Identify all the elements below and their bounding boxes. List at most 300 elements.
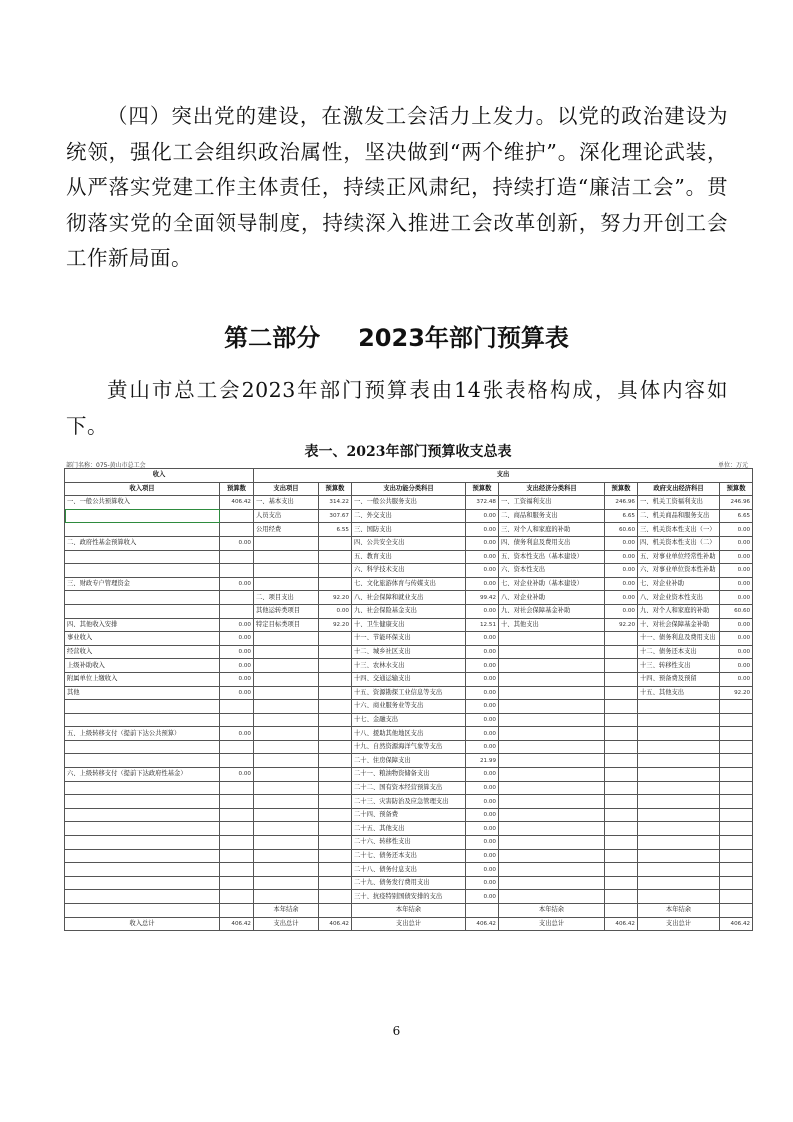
amount-cell	[720, 781, 753, 795]
column-header: 预算数	[319, 482, 352, 496]
amount-cell	[720, 768, 753, 782]
amount-cell	[319, 713, 352, 727]
amount-cell: 0.00	[466, 876, 499, 890]
income-group-header: 收入	[65, 469, 254, 483]
item-cell: 三、财政专户管理资金	[65, 577, 220, 591]
item-cell	[499, 754, 605, 768]
amount-cell	[605, 686, 638, 700]
amount-cell	[605, 822, 638, 836]
amount-cell: 92.20	[319, 618, 352, 632]
item-cell	[254, 876, 319, 890]
item-cell	[65, 781, 220, 795]
item-cell	[254, 577, 319, 591]
amount-cell: 406.42	[220, 917, 254, 931]
amount-cell	[605, 672, 638, 686]
item-cell	[254, 781, 319, 795]
amount-cell: 0.00	[220, 768, 254, 782]
amount-cell	[605, 700, 638, 714]
item-cell	[499, 795, 605, 809]
amount-cell	[605, 754, 638, 768]
amount-cell	[220, 564, 254, 578]
amount-cell: 6.55	[319, 523, 352, 537]
table-row	[65, 808, 753, 822]
item-cell	[254, 564, 319, 578]
item-cell	[65, 740, 220, 754]
item-cell: 一、基本支出	[254, 496, 319, 510]
table-unit: 单位：万元	[717, 462, 748, 469]
item-cell	[65, 863, 220, 877]
amount-cell	[605, 808, 638, 822]
item-cell	[638, 822, 720, 836]
amount-cell: 0.00	[720, 577, 753, 591]
table-row	[65, 591, 753, 605]
amount-cell	[220, 876, 254, 890]
item-cell	[499, 876, 605, 890]
item-cell	[254, 754, 319, 768]
amount-cell: 60.60	[720, 604, 753, 618]
item-cell: 八、对企业补助	[499, 591, 605, 605]
item-cell	[254, 659, 319, 673]
item-cell: 支出总计	[254, 917, 319, 931]
table-row	[65, 604, 753, 618]
column-header: 预算数	[720, 482, 753, 496]
item-cell	[638, 727, 720, 741]
amount-cell: 99.42	[466, 591, 499, 605]
amount-cell: 0.00	[720, 618, 753, 632]
item-cell	[65, 604, 220, 618]
item-cell: 二十三、灾害防治及应急管理支出	[352, 795, 466, 809]
amount-cell: 246.96	[720, 496, 753, 510]
item-cell: 十四、预备费及预留	[638, 672, 720, 686]
item-cell: 十三、农林水支出	[352, 659, 466, 673]
item-cell	[254, 822, 319, 836]
amount-cell	[220, 740, 254, 754]
amount-cell	[720, 727, 753, 741]
item-cell: 二、外交支出	[352, 509, 466, 523]
item-cell	[65, 904, 220, 918]
amount-cell: 0.00	[466, 686, 499, 700]
item-cell: 特定目标类项目	[254, 618, 319, 632]
item-cell: 本年结余	[254, 904, 319, 918]
amount-cell	[319, 754, 352, 768]
item-cell	[499, 740, 605, 754]
item-cell	[499, 849, 605, 863]
item-cell	[638, 781, 720, 795]
item-cell	[254, 740, 319, 754]
item-cell	[638, 808, 720, 822]
item-cell: 十一、债务利息及费用支出	[638, 632, 720, 646]
amount-cell: 0.00	[720, 672, 753, 686]
item-cell	[499, 808, 605, 822]
item-cell	[254, 645, 319, 659]
amount-cell	[319, 863, 352, 877]
item-cell: 二十、住房保障支出	[352, 754, 466, 768]
item-cell	[499, 659, 605, 673]
item-cell	[254, 808, 319, 822]
amount-cell	[319, 632, 352, 646]
item-cell	[638, 768, 720, 782]
item-cell	[65, 713, 220, 727]
table-row	[65, 727, 753, 741]
item-cell	[499, 727, 605, 741]
amount-cell: 406.42	[720, 917, 753, 931]
item-cell: 十五、资源勘探工业信息等支出	[352, 686, 466, 700]
amount-cell	[220, 836, 254, 850]
item-cell	[499, 645, 605, 659]
item-cell: 九、社会保险基金支出	[352, 604, 466, 618]
amount-cell	[220, 713, 254, 727]
table-row	[65, 849, 753, 863]
column-header: 预算数	[466, 482, 499, 496]
table-row	[65, 795, 753, 809]
amount-cell	[220, 795, 254, 809]
item-cell: 三十、抗疫特别国债安排的支出	[352, 890, 466, 904]
item-cell	[65, 700, 220, 714]
table-dept: 部门名称：075-黄山市总工会	[66, 462, 146, 469]
column-header: 政府支出经济科目	[638, 482, 720, 496]
table-group-header-row	[65, 469, 753, 483]
amount-cell	[605, 849, 638, 863]
paragraph-table-intro: 黄山市总工会2023年部门预算表由14张表格构成，具体内容如下。	[66, 378, 728, 438]
table-row	[65, 672, 753, 686]
amount-cell: 0.00	[466, 550, 499, 564]
item-cell	[499, 781, 605, 795]
amount-cell	[319, 795, 352, 809]
item-cell: 八、社会保障和就业支出	[352, 591, 466, 605]
amount-cell: 0.00	[466, 536, 499, 550]
item-cell: 二十四、预备费	[352, 808, 466, 822]
item-cell: 六、资本性支出	[499, 564, 605, 578]
item-cell	[638, 876, 720, 890]
table-row	[65, 564, 753, 578]
amount-cell	[720, 740, 753, 754]
amount-cell	[720, 795, 753, 809]
table-row	[65, 659, 753, 673]
amount-cell: 92.20	[720, 686, 753, 700]
amount-cell: 0.00	[466, 836, 499, 850]
amount-cell	[319, 727, 352, 741]
item-cell	[499, 686, 605, 700]
amount-cell: 92.20	[319, 591, 352, 605]
amount-cell: 0.00	[466, 727, 499, 741]
item-cell: 本年结余	[352, 904, 466, 918]
amount-cell: 372.48	[466, 496, 499, 510]
amount-cell	[319, 564, 352, 578]
amount-cell	[605, 632, 638, 646]
table-row	[65, 700, 753, 714]
amount-cell	[720, 904, 753, 918]
amount-cell	[720, 876, 753, 890]
amount-cell: 0.00	[605, 577, 638, 591]
item-cell: 十二、城乡社区支出	[352, 645, 466, 659]
table-title: 表一、2023年部门预算收支总表	[304, 444, 512, 460]
amount-cell	[605, 836, 638, 850]
table-row	[65, 768, 753, 782]
page-number: 6	[392, 1024, 401, 1038]
item-cell: 上级补助收入	[65, 659, 220, 673]
amount-cell: 0.00	[466, 863, 499, 877]
item-cell	[254, 849, 319, 863]
item-cell	[254, 686, 319, 700]
amount-cell: 0.00	[720, 523, 753, 537]
amount-cell: 0.00	[466, 577, 499, 591]
table-row	[65, 863, 753, 877]
item-cell	[65, 754, 220, 768]
item-cell	[65, 795, 220, 809]
amount-cell	[220, 781, 254, 795]
amount-cell	[220, 550, 254, 564]
amount-cell: 0.00	[466, 822, 499, 836]
item-cell: 一、工资福利支出	[499, 496, 605, 510]
item-cell	[65, 564, 220, 578]
amount-cell: 0.00	[720, 536, 753, 550]
item-cell: 三、国防支出	[352, 523, 466, 537]
item-cell: 四、其他收入安排	[65, 618, 220, 632]
expense-group-header: 支出	[254, 469, 753, 483]
item-cell: 二十九、债务发行费用支出	[352, 876, 466, 890]
amount-cell: 0.00	[720, 550, 753, 564]
amount-cell: 0.00	[720, 591, 753, 605]
amount-cell: 0.00	[466, 768, 499, 782]
item-cell: 十、其他支出	[499, 618, 605, 632]
table-column-header-row	[65, 482, 753, 496]
amount-cell	[220, 604, 254, 618]
item-cell: 四、公共安全支出	[352, 536, 466, 550]
item-cell: 六、上级转移支付（提前下达政府性基金）	[65, 768, 220, 782]
item-cell: 三、机关资本性支出（一）	[638, 523, 720, 537]
amount-cell: 0.00	[466, 659, 499, 673]
item-cell	[638, 795, 720, 809]
item-cell: 九、对个人和家庭的补助	[638, 604, 720, 618]
item-cell	[254, 536, 319, 550]
amount-cell: 0.00	[220, 632, 254, 646]
amount-cell: 0.00	[720, 632, 753, 646]
item-cell	[65, 890, 220, 904]
amount-cell: 60.60	[605, 523, 638, 537]
amount-cell	[220, 904, 254, 918]
amount-cell	[720, 713, 753, 727]
item-cell	[638, 700, 720, 714]
table-row	[65, 550, 753, 564]
amount-cell	[319, 768, 352, 782]
heading-rest: 年部门预算表	[424, 324, 569, 352]
amount-cell: 0.00	[605, 591, 638, 605]
amount-cell: 0.00	[220, 618, 254, 632]
item-cell	[254, 768, 319, 782]
item-cell	[499, 700, 605, 714]
item-cell: 公用经费	[254, 523, 319, 537]
amount-cell	[720, 836, 753, 850]
item-cell: 四、机关资本性支出（二）	[638, 536, 720, 550]
item-cell: 十五、其他支出	[638, 686, 720, 700]
amount-cell	[319, 550, 352, 564]
item-cell: 支出总计	[638, 917, 720, 931]
item-cell	[499, 672, 605, 686]
item-cell	[65, 509, 220, 523]
amount-cell: 0.00	[466, 564, 499, 578]
amount-cell: 0.00	[220, 645, 254, 659]
amount-cell	[605, 727, 638, 741]
item-cell	[65, 523, 220, 537]
item-cell: 一、机关工资福利支出	[638, 496, 720, 510]
amount-cell	[220, 523, 254, 537]
amount-cell: 0.00	[466, 781, 499, 795]
item-cell: 事业收入	[65, 632, 220, 646]
table-row	[65, 740, 753, 754]
item-cell: 七、对企业补助	[638, 577, 720, 591]
amount-cell: 314.22	[319, 496, 352, 510]
item-cell	[638, 740, 720, 754]
table-row	[65, 496, 753, 510]
item-cell	[65, 808, 220, 822]
amount-cell	[319, 659, 352, 673]
amount-cell	[319, 890, 352, 904]
amount-cell	[319, 672, 352, 686]
amount-cell	[605, 768, 638, 782]
item-cell	[638, 754, 720, 768]
amount-cell: 0.00	[605, 550, 638, 564]
amount-cell	[720, 700, 753, 714]
amount-cell: 21.99	[466, 754, 499, 768]
item-cell	[65, 550, 220, 564]
item-cell: 十三、转移性支出	[638, 659, 720, 673]
amount-cell	[605, 863, 638, 877]
amount-cell	[720, 863, 753, 877]
amount-cell	[319, 836, 352, 850]
item-cell	[65, 836, 220, 850]
amount-cell	[319, 740, 352, 754]
amount-cell: 0.00	[466, 645, 499, 659]
item-cell: 人员支出	[254, 509, 319, 523]
column-header: 预算数	[605, 482, 638, 496]
item-cell: 经营收入	[65, 645, 220, 659]
amount-cell	[319, 822, 352, 836]
amount-cell: 0.00	[466, 740, 499, 754]
amount-cell: 0.00	[466, 713, 499, 727]
amount-cell: 92.20	[605, 618, 638, 632]
item-cell: 本年结余	[499, 904, 605, 918]
item-cell: 二、政府性基金预算收入	[65, 536, 220, 550]
amount-cell	[605, 781, 638, 795]
table-row	[65, 523, 753, 537]
amount-cell: 0.00	[319, 604, 352, 618]
amount-cell: 12.51	[466, 618, 499, 632]
item-cell: 二十七、债务还本支出	[352, 849, 466, 863]
column-header: 支出项目	[254, 482, 319, 496]
amount-cell	[220, 700, 254, 714]
amount-cell: 6.65	[720, 509, 753, 523]
amount-cell: 406.42	[605, 917, 638, 931]
item-cell	[254, 700, 319, 714]
item-cell: 二十八、债务付息支出	[352, 863, 466, 877]
column-header: 预算数	[220, 482, 254, 496]
item-cell	[499, 836, 605, 850]
item-cell	[638, 836, 720, 850]
item-cell	[499, 822, 605, 836]
table-row	[65, 618, 753, 632]
item-cell: 五、教育支出	[352, 550, 466, 564]
column-header: 收入项目	[65, 482, 220, 496]
amount-cell: 246.96	[605, 496, 638, 510]
budget-summary-table	[64, 468, 753, 931]
table-row	[65, 686, 753, 700]
heading-year: 2023	[358, 324, 425, 352]
item-cell	[254, 795, 319, 809]
item-cell: 八、对企业资本性支出	[638, 591, 720, 605]
item-cell: 七、对企业补助（基本建设）	[499, 577, 605, 591]
item-cell: 十、对社会保障基金补助	[638, 618, 720, 632]
amount-cell: 0.00	[466, 523, 499, 537]
item-cell	[254, 632, 319, 646]
amount-cell	[220, 808, 254, 822]
amount-cell: 0.00	[220, 672, 254, 686]
amount-cell	[220, 754, 254, 768]
heading-part: 第二部分	[224, 324, 321, 352]
table-row	[65, 836, 753, 850]
amount-cell: 0.00	[220, 577, 254, 591]
table-row	[65, 904, 753, 918]
amount-cell: 307.67	[319, 509, 352, 523]
item-cell: 十四、交通运输支出	[352, 672, 466, 686]
amount-cell	[319, 686, 352, 700]
column-header: 支出经济分类科目	[499, 482, 605, 496]
table-row	[65, 781, 753, 795]
item-cell: 二、商品和服务支出	[499, 509, 605, 523]
amount-cell	[319, 645, 352, 659]
amount-cell	[319, 876, 352, 890]
amount-cell: 0.00	[220, 727, 254, 741]
amount-cell	[220, 822, 254, 836]
amount-cell: 0.00	[466, 700, 499, 714]
item-cell	[254, 672, 319, 686]
table-row	[65, 536, 753, 550]
amount-cell	[720, 849, 753, 863]
table-row	[65, 632, 753, 646]
item-cell: 五、上级转移支付（提前下达公共预算）	[65, 727, 220, 741]
amount-cell	[720, 890, 753, 904]
amount-cell: 406.42	[466, 917, 499, 931]
item-cell: 支出总计	[499, 917, 605, 931]
item-cell: 一、一般公共服务支出	[352, 496, 466, 510]
amount-cell	[605, 740, 638, 754]
item-cell	[499, 632, 605, 646]
amount-cell	[319, 849, 352, 863]
item-cell: 十一、节能环保支出	[352, 632, 466, 646]
item-cell: 四、债务利息及费用支出	[499, 536, 605, 550]
item-cell	[65, 876, 220, 890]
item-cell	[638, 890, 720, 904]
amount-cell: 0.00	[605, 536, 638, 550]
amount-cell: 0.00	[720, 564, 753, 578]
item-cell	[499, 863, 605, 877]
amount-cell	[605, 645, 638, 659]
item-cell: 十二、债务还本支出	[638, 645, 720, 659]
item-cell	[65, 822, 220, 836]
item-cell: 十六、商业服务业等支出	[352, 700, 466, 714]
item-cell: 三、对个人和家庭的补助	[499, 523, 605, 537]
item-cell: 本年结余	[638, 904, 720, 918]
table-row	[65, 645, 753, 659]
budget-table-image	[64, 441, 752, 938]
amount-cell: 0.00	[466, 808, 499, 822]
item-cell: 五、资本性支出（基本建设）	[499, 550, 605, 564]
amount-cell: 0.00	[605, 564, 638, 578]
amount-cell	[220, 591, 254, 605]
amount-cell: 406.42	[220, 496, 254, 510]
amount-cell: 406.42	[319, 917, 352, 931]
table-row	[65, 876, 753, 890]
item-cell	[254, 863, 319, 877]
